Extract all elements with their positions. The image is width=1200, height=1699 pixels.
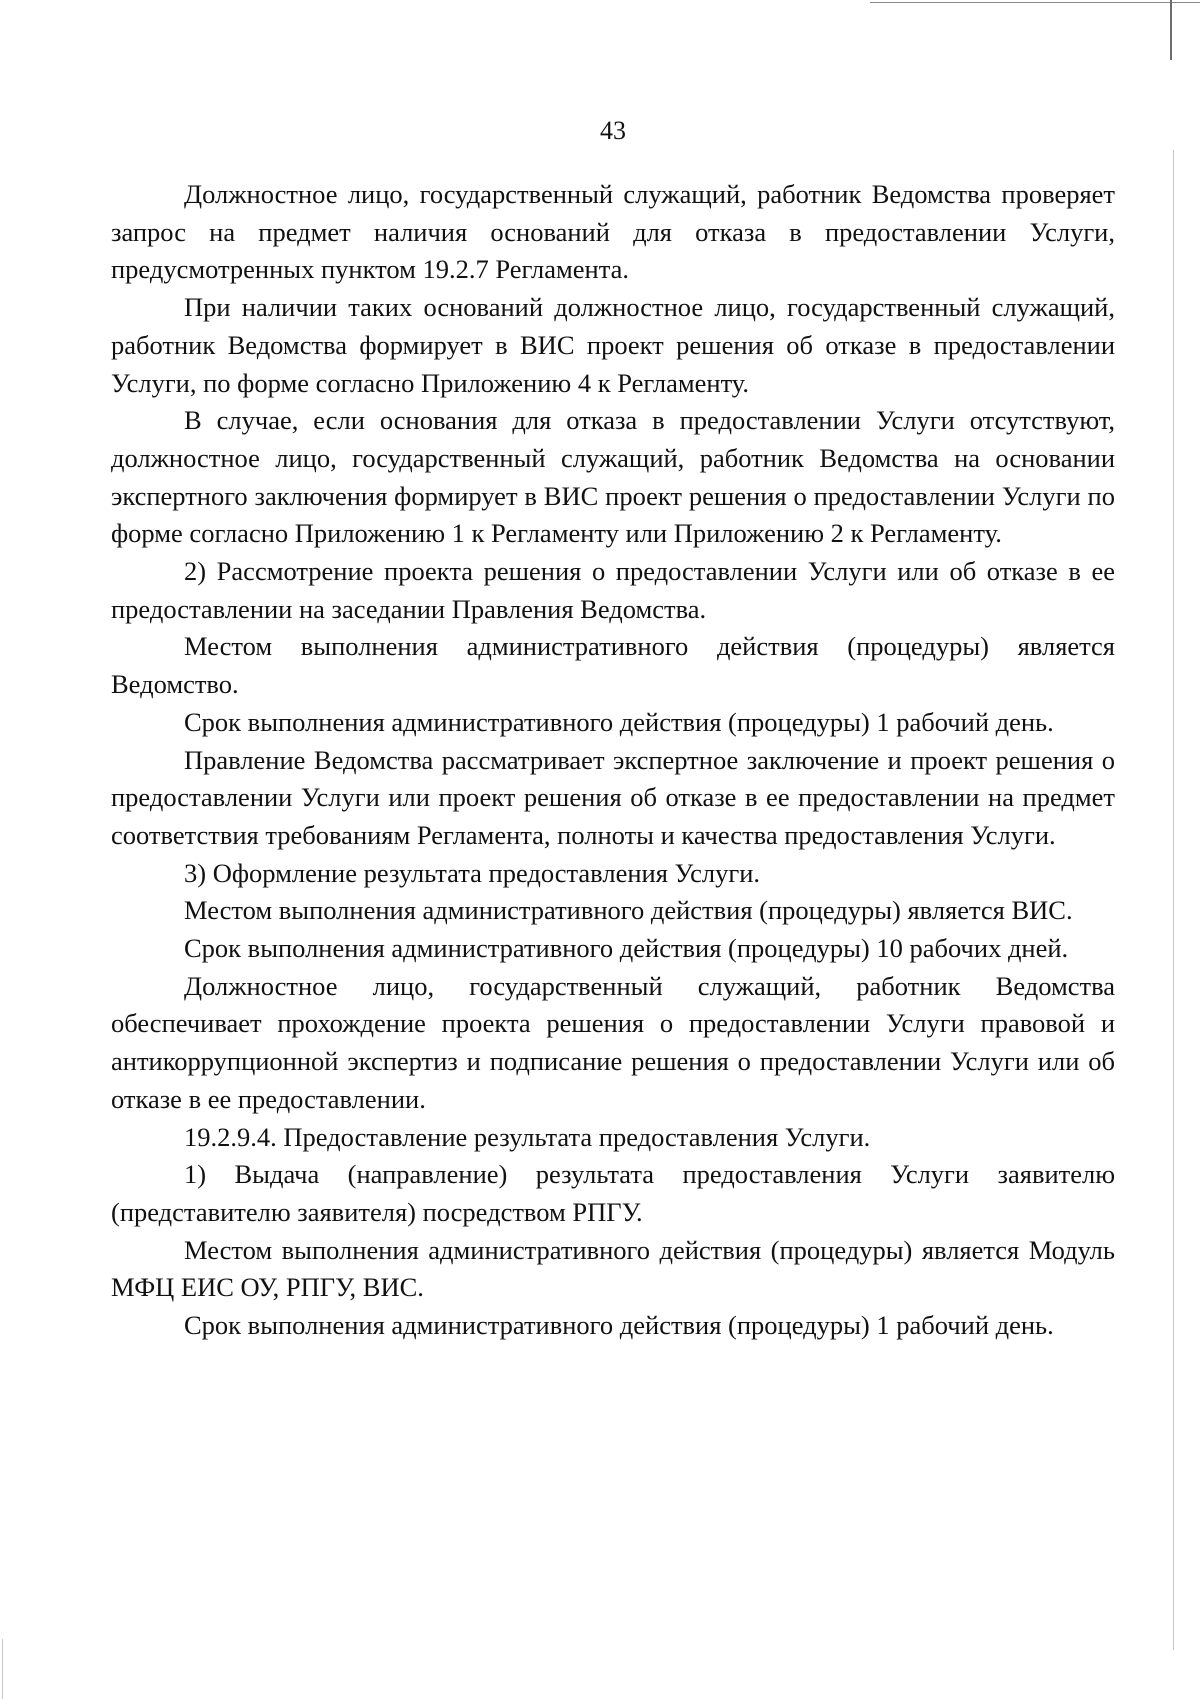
paragraph-term-1-day: Срок выполнения административного действия (процедуры) 1 рабочий день. xyxy=(184,706,1054,737)
document-body xyxy=(111,176,1115,1345)
paragraph-board-reviews: Правление Ведомства рассматривает экспертное заключение и проект решения о предоставлении Услуги или проект решения об отказе в ее предоставлении на предмет соответствия требованиям Регламента, полноты и качества предоставления Услуги. xyxy=(111,744,1115,850)
paragraph-term-1-day-final: Срок выполнения административного действия (процедуры) 1 рабочий день. xyxy=(184,1310,1054,1341)
paragraph-place-vis: Местом выполнения административного действия (процедуры) является ВИС. xyxy=(184,895,1073,926)
scan-edge-left xyxy=(2,1639,3,1699)
paragraph-step-1-issuance: 1) Выдача (направление) результата предоставления Услуги заявителю (представителю заявителя) посредством РПГУ. xyxy=(111,1159,1115,1227)
paragraph-step-3-result-formalization: 3) Оформление результата предоставления Услуги. xyxy=(184,857,760,888)
paragraph-officer-ensures-expertise: Должностное лицо, государственный служащий, работник Ведомства обеспечивает прохождение проекта решения о предоставлении Услуги правовой и антикоррупционной экспертиз и подписание решения о предоставлении Услуги или об отказе в ее предоставлении. xyxy=(111,970,1115,1114)
paragraph-place-mfc-module: Местом выполнения административного действия (процедуры) является Модуль МФЦ ЕИС ОУ, РПГУ, ВИС. xyxy=(111,1234,1115,1303)
paragraph-term-10-days: Срок выполнения административного действия (процедуры) 10 рабочих дней. xyxy=(184,933,1069,964)
paragraph-officer-checks-request: Должностное лицо, государственный служащий, работник Ведомства проверяет запрос на предмет наличия оснований для отказа в предоставлении Услуги, предусмотренных пунктом 19.2.7 Регламента. xyxy=(111,179,1115,285)
paragraph-place-agency: Местом выполнения административного действия (процедуры) является Ведомство. xyxy=(111,631,1115,700)
paragraph-step-2-review: 2) Рассмотрение проекта решения о предоставлении Услуги или об отказе в ее предоставлении на заседании Правления Ведомства. xyxy=(111,556,1115,624)
paragraph-section-19-2-9-4: 19.2.9.4. Предоставление результата предоставления Услуги. xyxy=(184,1121,871,1152)
paragraph-refusal-grounds-absent: В случае, если основания для отказа в предоставлении Услуги отсутствуют, должностное лицо, государственный служащий, работник Ведомства на основании экспертного заключения формирует в ВИС проект решения о предоставлении Услуги по форме согласно Приложению 1 к Регламенту или Приложению 2 к Регламенту. xyxy=(111,405,1115,549)
scan-edge-right-faint xyxy=(1173,150,1174,1650)
scan-edge-top xyxy=(870,2,1200,3)
paragraph-refusal-grounds-present: При наличии таких оснований должностное лицо, государственный служащий, работник Ведомства формирует в ВИС проект решения об отказе в предоставлении Услуги, по форме согласно Приложению 4 к Регламенту. xyxy=(111,292,1115,398)
page-number: 43 xyxy=(600,116,626,145)
scan-edge-right xyxy=(1170,0,1172,60)
